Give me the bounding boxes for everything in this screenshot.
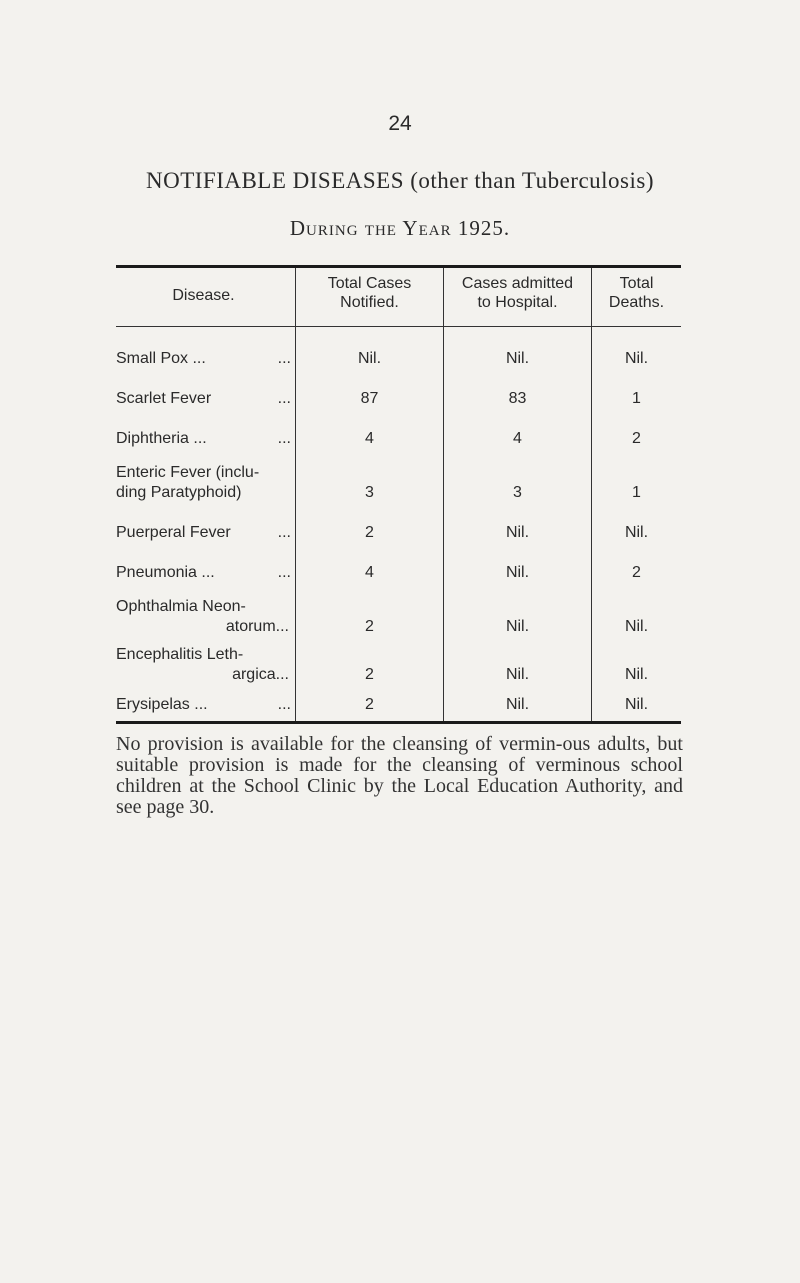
- disease-cell: [116, 463, 291, 503]
- table-bottom-rule: [116, 721, 681, 724]
- disease-cell: [116, 389, 291, 409]
- cases-cell: 3: [365, 484, 374, 501]
- table-row: [116, 389, 681, 409]
- disease-name-line2: argica...: [232, 666, 289, 683]
- deaths-cell: Nil.: [624, 350, 649, 367]
- disease-name: Small Pox ...: [116, 350, 206, 367]
- cases-cell: 87: [360, 390, 379, 407]
- deaths-cell: 2: [632, 564, 641, 581]
- cases-cell: 2: [365, 524, 374, 541]
- hospital-cell: 83: [508, 390, 527, 407]
- table-row: [116, 597, 681, 637]
- leader-dots: ...: [277, 350, 291, 367]
- disease-cell: [116, 429, 291, 449]
- disease-name-line1: Enteric Fever (inclu-: [116, 464, 260, 481]
- header-total-cases-line2: Notified.: [340, 294, 399, 311]
- disease-cell: [116, 645, 291, 685]
- deaths-cell: 1: [632, 484, 641, 501]
- disease-cell: [116, 597, 291, 637]
- disease-name: Pneumonia ...: [116, 564, 215, 581]
- leader-dots: ...: [277, 390, 291, 407]
- header-deaths: [592, 274, 681, 312]
- hospital-cell: Nil.: [505, 350, 530, 367]
- table-row: [116, 349, 681, 369]
- deaths-cell: Nil.: [624, 696, 649, 713]
- deaths-cell: 2: [632, 430, 641, 447]
- cases-cell: 4: [365, 564, 374, 581]
- header-admitted: [444, 274, 591, 312]
- cases-cell: Nil.: [357, 350, 382, 367]
- table-row: [116, 695, 681, 715]
- hospital-cell: Nil.: [505, 564, 530, 581]
- hospital-cell: Nil.: [505, 666, 530, 683]
- header-deaths-line2: Deaths.: [608, 294, 665, 311]
- deaths-cell: Nil.: [624, 666, 649, 683]
- disease-cell: [116, 695, 291, 715]
- disease-name: Scarlet Fever: [116, 390, 212, 407]
- cases-cell: 2: [365, 666, 374, 683]
- header-disease: Disease.: [172, 287, 235, 304]
- leader-dots: ...: [277, 430, 291, 447]
- page-subtitle: During the Year 1925.: [289, 216, 511, 240]
- table-row: [116, 523, 681, 543]
- table-row: [116, 645, 681, 685]
- disease-name-line2: ding Paratyphoid): [116, 484, 242, 501]
- hospital-cell: 4: [513, 430, 522, 447]
- table-row: [116, 463, 681, 503]
- deaths-cell: Nil.: [624, 618, 649, 635]
- table-body: [116, 327, 681, 721]
- cases-cell: 4: [365, 430, 374, 447]
- disease-name-line2: atorum...: [225, 618, 289, 635]
- leader-dots: ...: [277, 524, 291, 541]
- hospital-cell: Nil.: [505, 618, 530, 635]
- disease-cell: [116, 349, 291, 369]
- note-paragraph: No provision is available for the cleansing of vermin-ous adults, but suitable provision is made for the cleansing of verminous school children at the School Clinic by the Local Education Authority, and see page 30.: [116, 733, 683, 818]
- header-admitted-line2: to Hospital.: [477, 294, 558, 311]
- hospital-cell: Nil.: [505, 696, 530, 713]
- hospital-cell: Nil.: [505, 524, 530, 541]
- diseases-table: [116, 265, 681, 724]
- header-admitted-line1: Cases admitted: [461, 275, 574, 292]
- table-row: [116, 563, 681, 583]
- header-total-cases-line1: Total Cases: [327, 275, 412, 292]
- header-deaths-line1: Total: [619, 275, 654, 292]
- disease-name: Diphtheria ...: [116, 430, 207, 447]
- cases-cell: 2: [365, 696, 374, 713]
- hospital-cell: 3: [513, 484, 522, 501]
- disease-name: Puerperal Fever: [116, 524, 231, 541]
- disease-cell: [116, 523, 291, 543]
- table-grid: [116, 268, 681, 721]
- leader-dots: ...: [277, 564, 291, 581]
- leader-dots: ...: [277, 696, 291, 713]
- deaths-cell: Nil.: [624, 524, 649, 541]
- deaths-cell: 1: [632, 390, 641, 407]
- table-row: [116, 429, 681, 449]
- disease-cell: [116, 563, 291, 583]
- cases-cell: 2: [365, 618, 374, 635]
- page-number: 24: [388, 112, 412, 135]
- disease-name: Erysipelas ...: [116, 696, 208, 713]
- page-title: NOTIFIABLE DISEASES (other than Tuberculosis): [145, 168, 655, 193]
- disease-name-line1: Ophthalmia Neon-: [116, 598, 246, 615]
- header-total-cases: [296, 274, 443, 312]
- table-header: [116, 268, 681, 327]
- disease-name-line1: Encephalitis Leth-: [116, 646, 244, 663]
